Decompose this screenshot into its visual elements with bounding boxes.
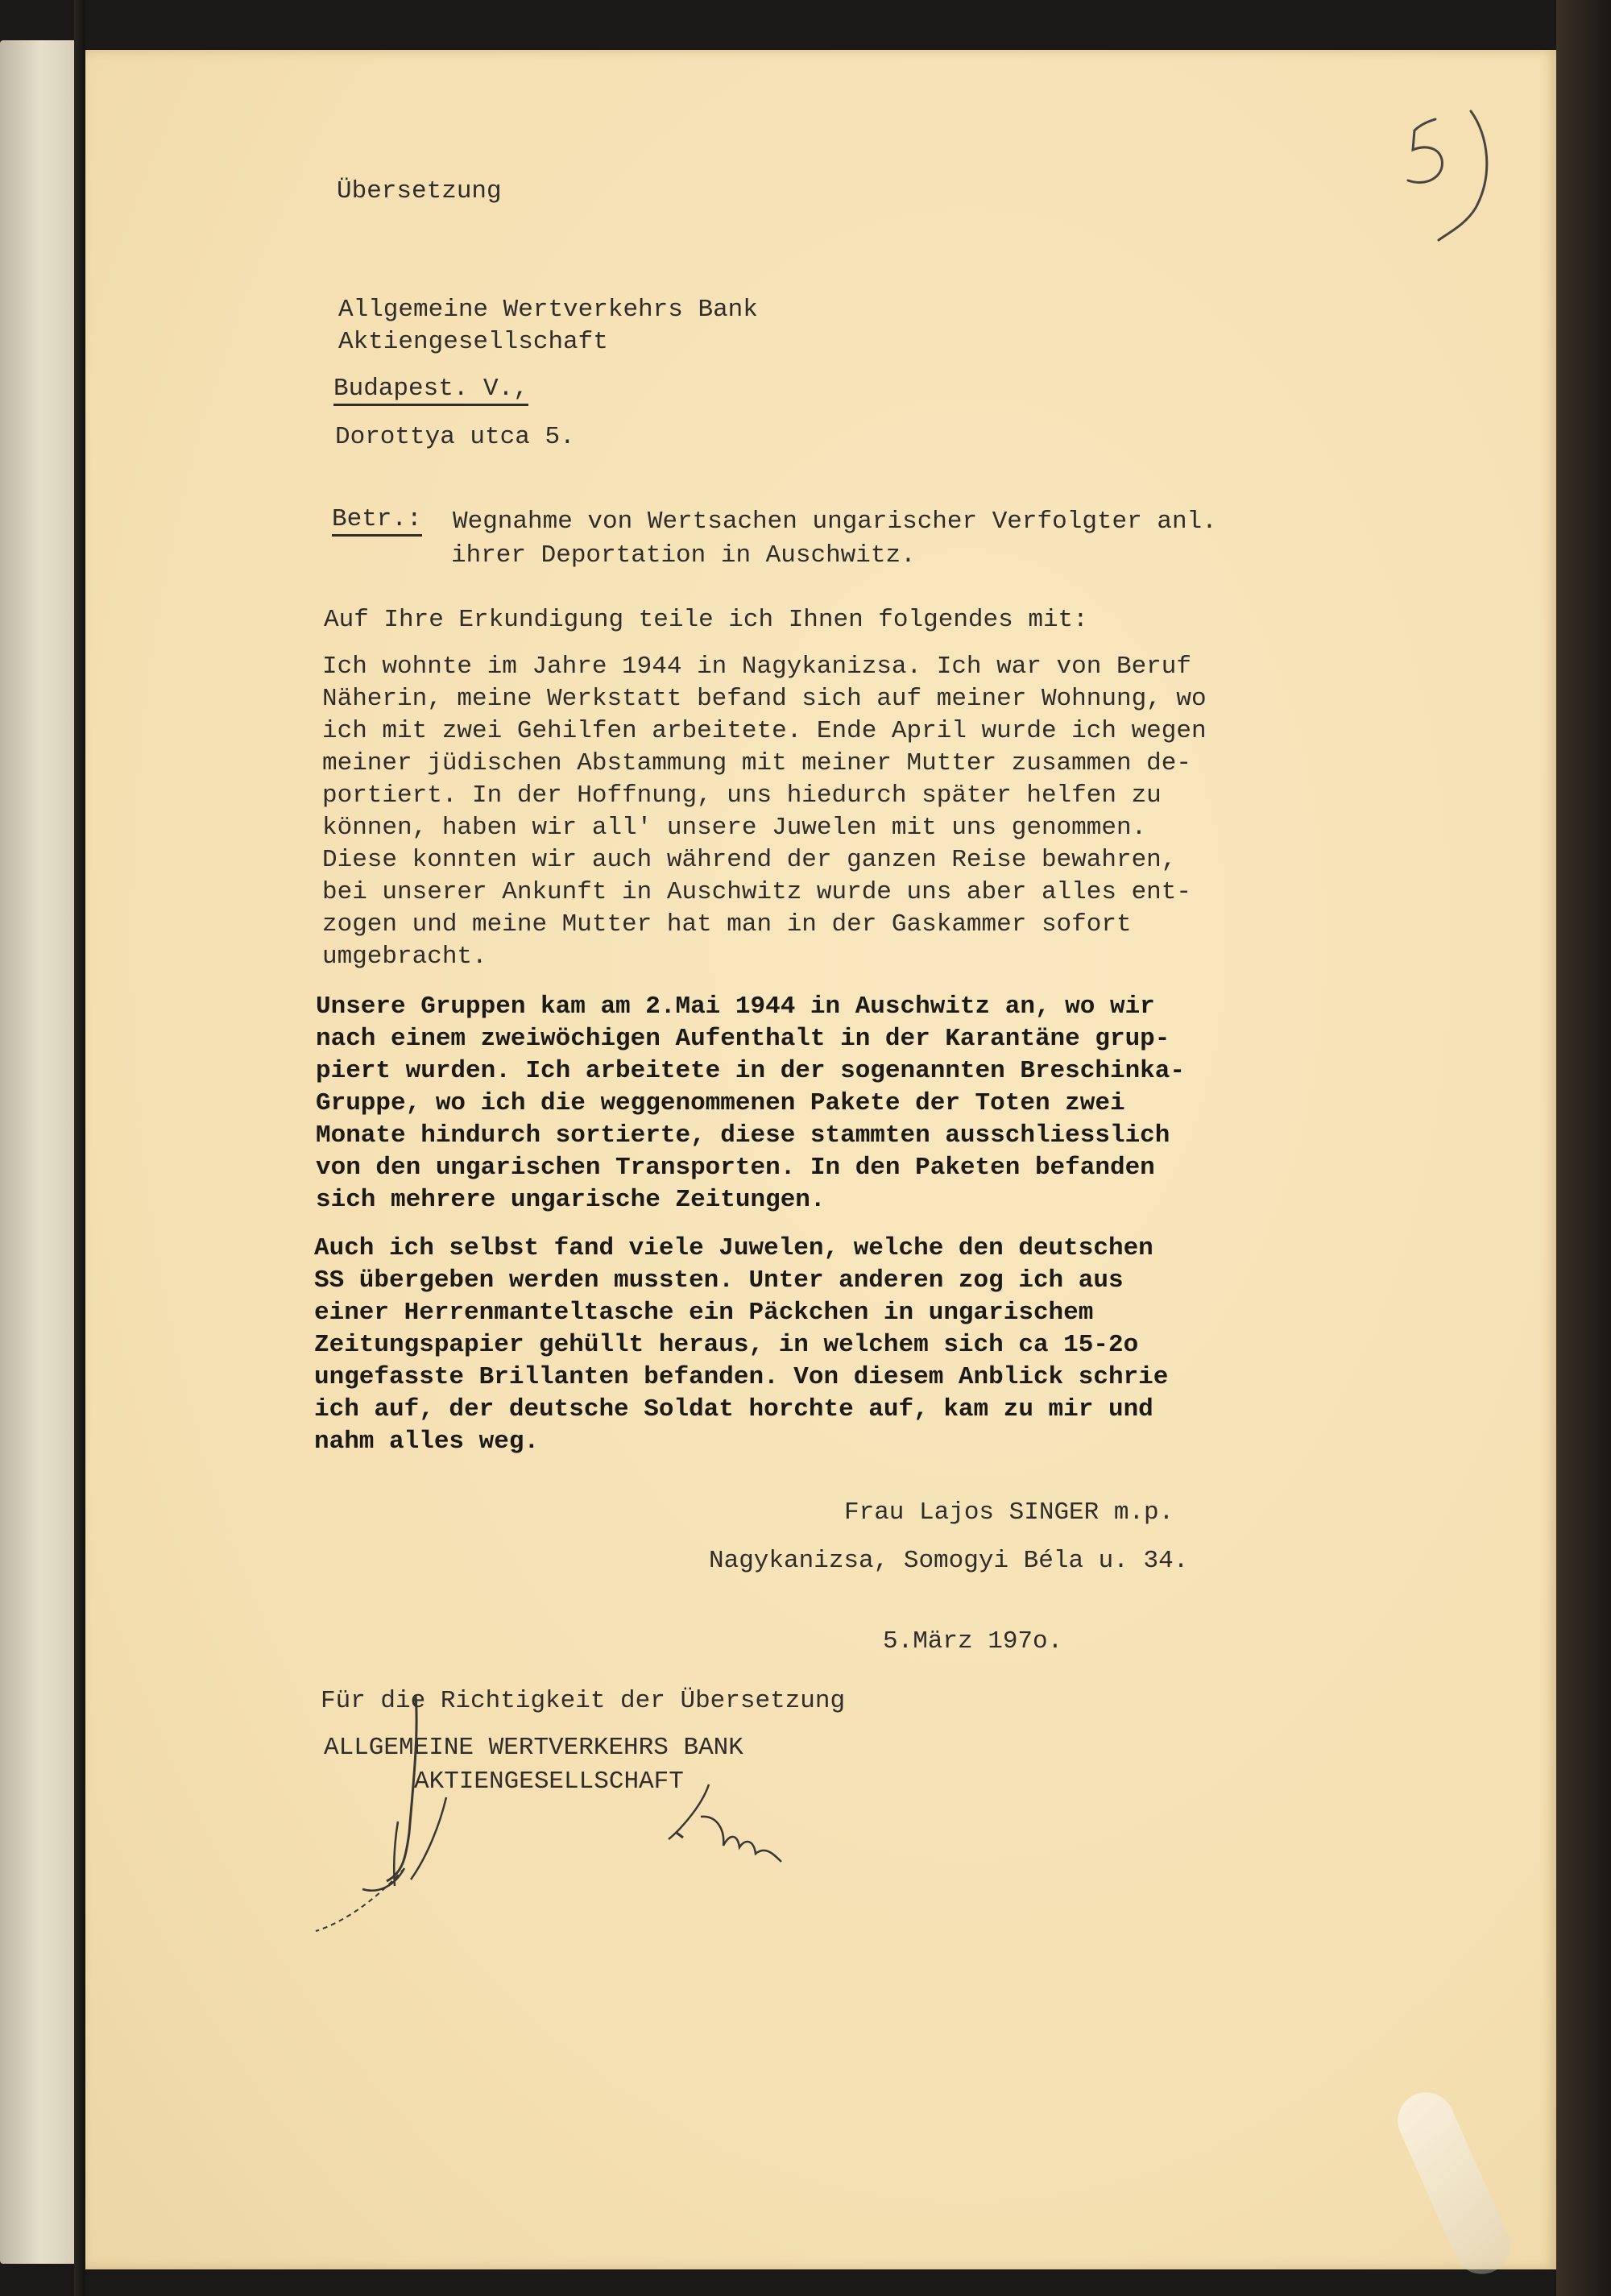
- paragraph-line: bei unserer Ankunft in Auschwitz wurde uns aber alles ent-: [322, 878, 1191, 906]
- document-title: Übersetzung: [337, 177, 502, 205]
- folio-number: 5): [1394, 238, 1396, 241]
- recipient-type: Aktiengesellschaft: [338, 328, 608, 356]
- paragraph-line: piert wurden. Ich arbeitete in der sogenannten Breschinka-: [316, 1057, 1185, 1085]
- recipient-name: Allgemeine Wertverkehrs Bank: [338, 296, 758, 324]
- signatory-address: Nagykanizsa, Somogyi Béla u. 34.: [709, 1547, 1189, 1575]
- recipient-street: Dorottya utca 5.: [335, 423, 575, 451]
- facing-page-edge: [0, 40, 74, 2264]
- paragraph-line: Unsere Gruppen kam am 2.Mai 1944 in Auschwitz an, wo wir: [316, 993, 1155, 1021]
- paragraph-line: Diese konnten wir auch während der ganzen Reise bewahren,: [322, 846, 1177, 874]
- paragraph-line: ich mit zwei Gehilfen arbeitete. Ende April wurde ich wegen: [322, 717, 1207, 745]
- paragraph-line: meiner jüdischen Abstammung mit meiner Mutter zusammen de-: [322, 749, 1191, 777]
- subject-label: Betr.:: [332, 504, 422, 536]
- paragraph-line: Monate hindurch sortierte, diese stammten ausschliesslich: [316, 1121, 1170, 1150]
- paragraph-line: ungefasste Brillanten befanden. Von diesem Anblick schrie: [314, 1363, 1169, 1391]
- paragraph-line: können, haben wir all' unsere Juwelen mit uns genommen.: [322, 814, 1147, 842]
- binding-gutter: [74, 0, 85, 2296]
- paragraph-3: [314, 1233, 1168, 1458]
- intro-line: Auf Ihre Erkundigung teile ich Ihnen folgendes mit:: [324, 606, 1088, 634]
- paragraph-2: [316, 991, 1185, 1216]
- paragraph-line: nach einem zweiwöchigen Aufenthalt in der Karantäne grup-: [316, 1025, 1170, 1053]
- subject-line-2: ihrer Deportation in Auschwitz.: [451, 541, 916, 570]
- paragraph-line: sich mehrere ungarische Zeitungen.: [316, 1186, 826, 1214]
- paragraph-line: umgebracht.: [322, 943, 487, 971]
- paragraph-line: Näherin, meine Werkstatt befand sich auf meiner Wohnung, wo: [322, 685, 1207, 713]
- document-date: 5.März 197o.: [883, 1627, 1063, 1656]
- paragraph-line: zogen und meine Mutter hat man in der Gaskammer sofort: [322, 910, 1132, 939]
- paragraph-1: [322, 651, 1207, 973]
- book-edge: [1556, 0, 1611, 2296]
- certification-company-type: AKTIENGESELLSCHAFT: [414, 1768, 684, 1796]
- paragraph-line: einer Herrenmanteltasche ein Päckchen in ungarischem: [314, 1299, 1094, 1327]
- paragraph-line: ich auf, der deutsche Soldat horchte auf, kam zu mir und: [314, 1395, 1153, 1424]
- handwritten-signature: [298, 1696, 846, 1938]
- paragraph-line: Auch ich selbst fand viele Juwelen, welche den deutschen: [314, 1234, 1153, 1262]
- paragraph-line: SS übergeben werden mussten. Unter anderen zog ich aus: [314, 1266, 1124, 1295]
- paragraph-line: portiert. In der Hoffnung, uns hiedurch später helfen zu: [322, 781, 1162, 810]
- paragraph-line: Ich wohnte im Jahre 1944 in Nagykanizsa. Ich war von Beruf: [322, 653, 1191, 681]
- certification-company: ALLGEMEINE WERTVERKEHRS BANK: [324, 1734, 743, 1762]
- folio-number-annotation: [1385, 103, 1514, 248]
- paragraph-line: Zeitungspapier gehüllt heraus, in welchem sich ca 15-2o: [314, 1331, 1139, 1359]
- certification-line: Für die Richtigkeit der Übersetzung: [321, 1687, 846, 1715]
- subject-line-1: Wegnahme von Wertsachen ungarischer Verfolgter anl.: [453, 508, 1217, 536]
- recipient-city: Budapest. V.,: [333, 373, 528, 405]
- paragraph-line: von den ungarischen Transporten. In den Paketen befanden: [316, 1154, 1155, 1182]
- paragraph-line: Gruppe, wo ich die weggenommenen Pakete der Toten zwei: [316, 1089, 1125, 1117]
- signatory-name: Frau Lajos SINGER m.p.: [844, 1498, 1174, 1527]
- paragraph-line: nahm alles weg.: [314, 1428, 540, 1456]
